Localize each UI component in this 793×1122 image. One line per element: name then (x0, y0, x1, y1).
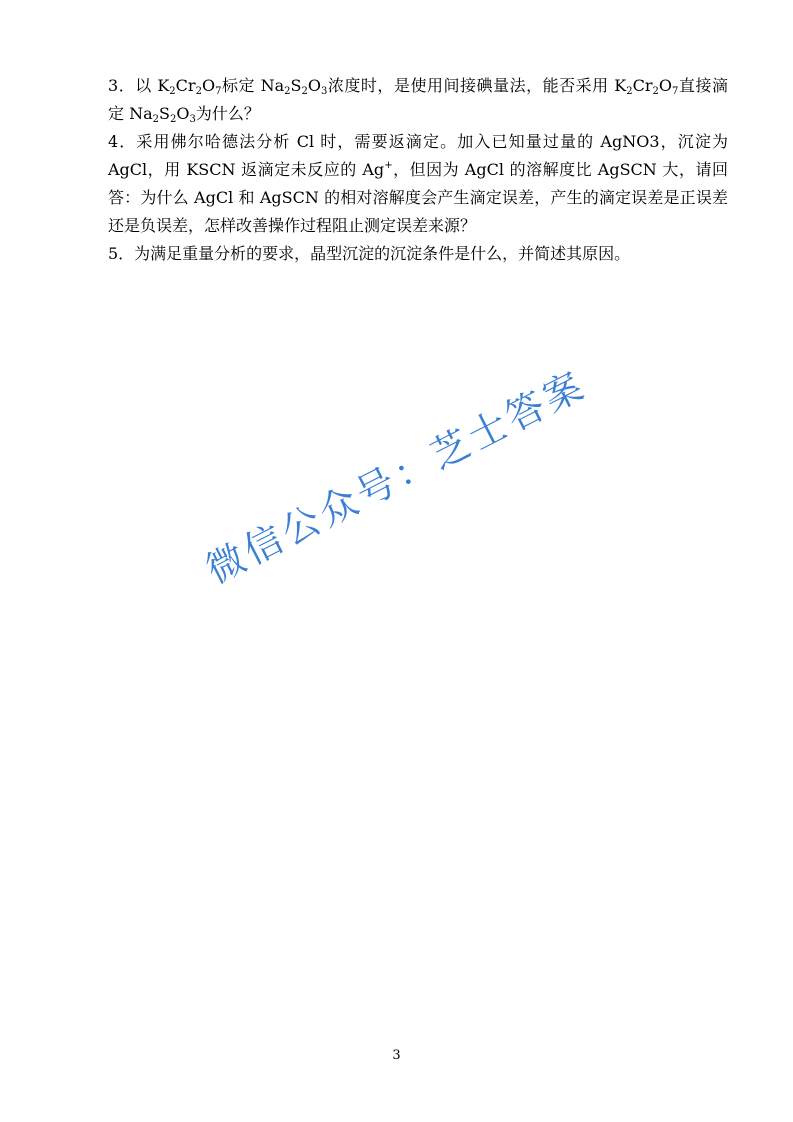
subscript: 2 (284, 86, 291, 97)
question-3 (108, 72, 728, 128)
subscript: 3 (189, 114, 196, 125)
question-text: S (290, 76, 302, 95)
question-text: 为什么？ (195, 104, 260, 123)
question-text: 浓度时，是使用间接碘量法，能否采用 K (327, 76, 627, 95)
question-text: O (201, 76, 216, 95)
question-text: ，但因为 AgCl 的溶解度比 AgSCN 大，请回答：为什么 AgCl 和 AgSCN 的相对溶解度会产生滴定误差，产生的滴定误差是正误差还是负误差，怎样改善操作过程阻止测定误差来源？ (108, 160, 728, 235)
subscript: 2 (169, 114, 177, 125)
question-text: 4．采用佛尔哈德法分析 Cl 时，需要返滴定。加入已知量过量的 AgNO3，沉淀为 AgCl，用 KSCN 返滴定未反应的 Ag (108, 132, 728, 179)
subscript: 2 (626, 86, 633, 97)
subscript: 2 (152, 114, 160, 125)
subscript: 2 (169, 86, 176, 97)
questions-block (108, 72, 728, 268)
question-text: 直接滴定 Na (108, 76, 728, 123)
subscript: 7 (672, 86, 679, 97)
question-text: Cr (632, 76, 653, 95)
question-4 (108, 128, 728, 240)
question-text: O (176, 104, 190, 123)
superscript: + (384, 160, 393, 171)
question-text: Cr (175, 76, 196, 95)
watermark: 微信公众号：芝士答案 (199, 362, 594, 593)
question-text: O (307, 76, 321, 95)
subscript: 3 (320, 86, 328, 97)
question-text: O (658, 76, 673, 95)
subscript: 7 (215, 86, 222, 97)
question-text: 5．为满足重量分析的要求，晶型沉淀的沉淀条件是什么，并简述其原因。 (108, 244, 631, 263)
question-5 (108, 240, 728, 268)
subscript: 2 (652, 86, 659, 97)
subscript: 2 (301, 86, 308, 97)
question-text: S (159, 104, 170, 123)
question-text: 标定 Na (221, 76, 285, 95)
subscript: 2 (195, 86, 202, 97)
page-number: 3 (392, 1048, 401, 1063)
question-text: 3．以 K (108, 76, 170, 95)
